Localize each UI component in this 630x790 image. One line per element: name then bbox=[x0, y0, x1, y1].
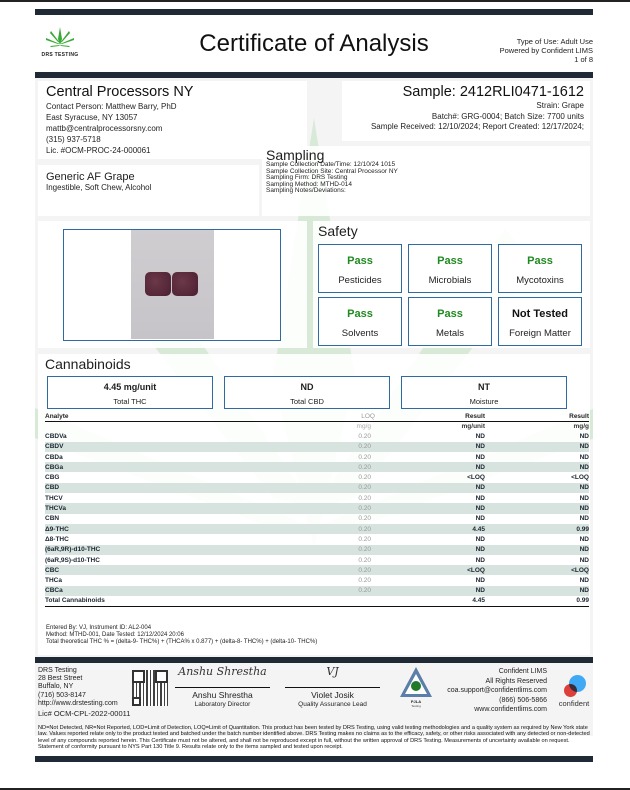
note-entered-by: Entered By: VJ, Instrument ID: AL2-004 bbox=[46, 625, 152, 631]
analyte-cell: CBD bbox=[45, 483, 335, 493]
col-loq: LOQ bbox=[335, 412, 375, 421]
result-mg-unit-cell: ND bbox=[475, 453, 485, 461]
lab-license: Lic# OCM-CPL-2022-00011 bbox=[38, 709, 131, 719]
logo-text: DRS TESTING bbox=[41, 52, 79, 58]
sample-card bbox=[342, 81, 590, 141]
analyte-cell: (6aR,9S)-d10-THC bbox=[45, 556, 100, 564]
safety-grid bbox=[318, 244, 585, 346]
table-row bbox=[45, 565, 589, 575]
result-mg-unit-cell: ND bbox=[475, 535, 485, 543]
result-mg-g-cell: <LOQ bbox=[571, 474, 589, 482]
safety-card bbox=[313, 221, 590, 348]
result-mg-g-cell: ND bbox=[579, 577, 589, 585]
result-mg-unit-cell: ND bbox=[375, 503, 485, 513]
cannabinoid-summary bbox=[47, 376, 583, 409]
coa-page bbox=[35, 9, 593, 772]
table-row bbox=[45, 575, 589, 585]
safety-label: Pesticides bbox=[338, 275, 382, 286]
table-row bbox=[45, 545, 589, 555]
result-mg-unit-cell: ND bbox=[475, 494, 485, 502]
cannabinoid-table bbox=[45, 412, 589, 607]
product-name: Generic AF Grape bbox=[46, 171, 135, 183]
result-mg-unit-cell: ND bbox=[475, 577, 485, 585]
unit-result-mg-g: mg/g bbox=[573, 422, 589, 430]
lab-city: Buffalo, NY bbox=[38, 683, 74, 691]
confident-lims-info bbox=[433, 667, 547, 715]
table-row bbox=[45, 555, 589, 565]
type-of-use: Type of Use: Adult Use bbox=[516, 37, 593, 46]
product-card bbox=[38, 165, 259, 216]
summary-value: 4.45 mg/unit bbox=[103, 382, 157, 392]
result-mg-unit-cell: ND bbox=[375, 442, 485, 452]
table-row bbox=[45, 514, 589, 524]
safety-label: Metals bbox=[436, 328, 464, 339]
confident-logo-icon bbox=[562, 675, 586, 697]
summary-label: Moisture bbox=[469, 397, 499, 406]
safety-status: Pass bbox=[347, 308, 373, 320]
client-phone: (315) 937-5718 bbox=[46, 135, 101, 144]
confident-name: Confident LIMS bbox=[498, 668, 547, 675]
safety-status: Pass bbox=[347, 255, 373, 267]
table-row bbox=[45, 493, 589, 503]
client-address: East Syracuse, NY 13057 bbox=[46, 113, 138, 122]
cannabinoids-title: Cannabinoids bbox=[45, 356, 131, 372]
summary-total-cbd bbox=[224, 376, 390, 409]
summary-value: ND bbox=[300, 382, 314, 392]
confident-rights: All Rights Reserved bbox=[485, 677, 547, 685]
safety-status: Pass bbox=[437, 308, 463, 320]
result-mg-unit-cell: ND bbox=[375, 586, 485, 596]
lab-phone: (716) 503-8147 bbox=[38, 691, 86, 699]
sampling-card bbox=[262, 146, 590, 216]
safety-status: Pass bbox=[527, 255, 553, 267]
header-meta bbox=[500, 37, 593, 64]
result-mg-unit-cell: ND bbox=[375, 483, 485, 493]
analyte-cell: THCVa bbox=[45, 503, 335, 513]
loq-cell: 0.20 bbox=[335, 462, 375, 472]
result-mg-g-cell: ND bbox=[579, 515, 589, 523]
table-row bbox=[45, 534, 589, 544]
client-contact: Contact Person: Matthew Barry, PhD bbox=[46, 102, 177, 111]
result-mg-g-cell: ND bbox=[485, 545, 589, 555]
result-mg-unit-cell: <LOQ bbox=[467, 474, 485, 482]
powered-by: Powered by Confident LIMS bbox=[499, 46, 593, 55]
result-mg-g-cell: ND bbox=[485, 586, 589, 596]
safety-foreign-matter bbox=[498, 297, 582, 346]
safety-metals bbox=[408, 297, 492, 346]
result-mg-g-cell: <LOQ bbox=[485, 565, 589, 575]
loq-cell: 0.20 bbox=[358, 453, 371, 461]
table-row bbox=[45, 524, 589, 534]
safety-label: Solvents bbox=[341, 328, 379, 339]
sample-batch: Batch#: GRG-0004; Batch Size: 7700 units bbox=[431, 111, 584, 121]
confident-email[interactable]: coa.support@confidentlims.com bbox=[447, 687, 547, 694]
signer-name: Anshu Shrestha bbox=[192, 690, 253, 700]
document-title: Certificate of Analysis bbox=[199, 30, 429, 57]
result-mg-unit-cell: 4.45 bbox=[375, 524, 485, 534]
safety-mycotoxins bbox=[498, 244, 582, 293]
product-type: Ingestible, Soft Chew, Alcohol bbox=[46, 183, 152, 192]
result-mg-g-cell: ND bbox=[485, 483, 589, 493]
footer-bar-bottom bbox=[35, 756, 593, 762]
sampling-line: Sample Collection Date/Time: 12/10/24 1015 bbox=[266, 161, 396, 168]
signature-director bbox=[175, 665, 270, 708]
safety-label: Microbials bbox=[428, 275, 472, 286]
table-body bbox=[45, 421, 589, 606]
summary-label: Total THC bbox=[113, 397, 147, 406]
signer-role: Quality Assurance Lead bbox=[298, 701, 367, 708]
table-row bbox=[45, 462, 589, 472]
unit-analyte bbox=[45, 421, 335, 431]
client-license: Lic. #OCM-PROC-24-000061 bbox=[46, 146, 151, 155]
loq-cell: 0.20 bbox=[335, 483, 375, 493]
units-row bbox=[45, 421, 589, 431]
result-mg-g-cell: 0.99 bbox=[485, 524, 589, 534]
table-row bbox=[45, 483, 589, 493]
analyte-cell: CBDa bbox=[45, 453, 63, 461]
col-analyte: Analyte bbox=[45, 412, 335, 421]
client-email[interactable]: mattb@centralprocessorsny.com bbox=[46, 124, 163, 133]
pjla-accreditation-icon bbox=[398, 665, 434, 709]
col-result-mg-unit: Result bbox=[375, 412, 485, 421]
result-mg-g-cell: ND bbox=[579, 556, 589, 564]
result-mg-g-cell: ND bbox=[485, 503, 589, 513]
loq-cell: 0.20 bbox=[358, 494, 371, 502]
signer-role: Laboratory Director bbox=[194, 701, 251, 708]
result-mg-unit-cell: ND bbox=[375, 545, 485, 555]
test-notes bbox=[38, 623, 590, 655]
gummy-image bbox=[145, 272, 171, 296]
summary-label: Total CBD bbox=[290, 397, 324, 406]
svg-text:Testing: Testing bbox=[411, 704, 421, 708]
analyte-cell: Δ9-THC bbox=[45, 524, 335, 534]
product-image-frame bbox=[63, 229, 281, 341]
loq-cell: 0.20 bbox=[335, 565, 375, 575]
svg-text:PJLA: PJLA bbox=[410, 699, 422, 704]
lab-name: DRS Testing bbox=[38, 667, 77, 674]
table-row bbox=[45, 503, 589, 513]
sampling-line: Sampling Firm: DRS Testing bbox=[266, 174, 348, 181]
result-mg-unit-cell: ND bbox=[475, 556, 485, 564]
product-photo bbox=[131, 230, 214, 339]
table-row bbox=[45, 452, 589, 462]
safety-pesticides bbox=[318, 244, 402, 293]
result-mg-g-cell: ND bbox=[579, 453, 589, 461]
analyte-cell: (6aR,9R)-d10-THC bbox=[45, 545, 335, 555]
analyte-cell: CBGa bbox=[45, 462, 335, 472]
loq-cell: 0.20 bbox=[335, 442, 375, 452]
table-row bbox=[45, 586, 589, 596]
loq-cell: 0.20 bbox=[358, 577, 371, 585]
loq-cell: 0.20 bbox=[335, 524, 375, 534]
summary-total-thc bbox=[47, 376, 213, 409]
analyte-cell: CBDV bbox=[45, 442, 335, 452]
loq-cell: 0.20 bbox=[358, 535, 371, 543]
loq-cell: 0.20 bbox=[335, 545, 375, 555]
result-mg-unit-cell: ND bbox=[475, 432, 485, 440]
safety-solvents bbox=[318, 297, 402, 346]
result-mg-g-cell: ND bbox=[579, 432, 589, 440]
table-row bbox=[45, 442, 589, 452]
sampling-line: Sampling Method: MTHD-014 bbox=[266, 180, 352, 188]
lab-info bbox=[38, 667, 130, 718]
confident-phone: (866) 506-5866 bbox=[499, 696, 547, 704]
gummy-image bbox=[172, 272, 198, 296]
note-method: Method: MTHD-001, Date Tested: 12/12/2024 20:06 bbox=[46, 632, 184, 638]
signature-image: Anshu Shrestha bbox=[178, 665, 267, 678]
safety-label: Foreign Matter bbox=[509, 328, 571, 339]
client-name: Central Processors NY bbox=[46, 84, 194, 100]
unit-result-mg-unit: mg/unit bbox=[461, 422, 485, 430]
loq-cell: 0.20 bbox=[335, 586, 375, 596]
safety-title: Safety bbox=[318, 223, 358, 239]
result-mg-unit-cell: 4.45 bbox=[375, 596, 485, 606]
result-mg-g-cell: ND bbox=[579, 535, 589, 543]
signature-image: VJ bbox=[326, 665, 339, 678]
disclaimer: ND=Not Detected, NR=Not Reported, LOD=Limit of Detection, LOQ=Limit of Quantitation. This product has been tested by DRS Testing, using valid testing methodologies and a quality system as required by New York state law. Values reported relate only to the product tested and batched under the batch number identified above. DRS Testing makes no claims as to the efficacy, safety, or other risks associated with any detected or non-detected level of any compounds reported herein. This Certificate must not be altered, and shall not be reproduced except in full, without the written approval of DRS Testing. Measurements of uncertainty available on request. Statement of conformity pursuant to NYS Part 130 Title 9. Results relate only to the items sampled and tested upon receipt. bbox=[38, 725, 590, 751]
result-mg-unit-cell: ND bbox=[375, 462, 485, 472]
sample-dates: Sample Received: 12/10/2024; Report Created: 12/17/2024; bbox=[370, 122, 584, 131]
loq-cell: 0.20 bbox=[358, 432, 371, 440]
page-number: 1 of 8 bbox=[574, 55, 593, 64]
safety-status: Pass bbox=[437, 255, 463, 267]
result-mg-g-cell: 0.99 bbox=[485, 596, 589, 606]
qr-code-icon[interactable] bbox=[132, 670, 168, 706]
cannabinoids-card bbox=[38, 354, 590, 632]
analyte-cell: Total Cannabinoids bbox=[45, 596, 335, 606]
analyte-cell: CBN bbox=[45, 515, 60, 523]
analyte-cell: CBG bbox=[45, 474, 60, 482]
safety-microbials bbox=[408, 244, 492, 293]
result-mg-g-cell: ND bbox=[485, 442, 589, 452]
loq-cell: 0.20 bbox=[358, 474, 371, 482]
loq-cell: 0.20 bbox=[335, 503, 375, 513]
unit-loq: mg/g bbox=[356, 422, 371, 430]
analyte-cell: THCV bbox=[45, 494, 63, 502]
confident-logo bbox=[554, 675, 594, 708]
loq-cell: 0.20 bbox=[358, 515, 371, 523]
sampling-title: Sampling bbox=[266, 147, 325, 163]
table-row bbox=[45, 431, 589, 441]
page-footer bbox=[35, 663, 593, 725]
total-row bbox=[45, 596, 589, 606]
sample-id: Sample: 2412RLI0471-1612 bbox=[402, 84, 584, 100]
loq-cell: 0.20 bbox=[358, 556, 371, 564]
result-mg-unit-cell: ND bbox=[475, 515, 485, 523]
confident-logo-text: confident bbox=[558, 699, 590, 708]
safety-status: Not Tested bbox=[511, 308, 569, 320]
result-mg-unit-cell: <LOQ bbox=[375, 565, 485, 575]
result-mg-g-cell: ND bbox=[579, 494, 589, 502]
sample-strain: Strain: Grape bbox=[536, 101, 584, 110]
summary-moisture bbox=[401, 376, 567, 409]
analyte-cell: CBC bbox=[45, 565, 335, 575]
sampling-line: Sampling Notes/Deviations: bbox=[266, 187, 346, 194]
table-header-row bbox=[45, 412, 589, 421]
safety-label: Mycotoxins bbox=[516, 275, 564, 286]
col-result-mg-g: Result bbox=[485, 412, 589, 421]
analyte-cell: Δ8-THC bbox=[45, 535, 69, 543]
note-formula: Total theoretical THC % = (delta-9- THC%) + (THCA% x 0.877) + (delta-8- THC%) + (delta-10- THC%) bbox=[46, 639, 318, 645]
lab-street: 28 Best Street bbox=[38, 675, 83, 683]
summary-value: NT bbox=[478, 382, 490, 392]
analyte-cell: THCa bbox=[45, 577, 62, 585]
product-image-card bbox=[38, 221, 307, 348]
signature-line bbox=[175, 687, 270, 688]
signature-qa bbox=[285, 665, 380, 708]
lab-website[interactable]: http://www.drstesting.com bbox=[38, 699, 118, 707]
viewer-top-border bbox=[0, 0, 630, 2]
table-row bbox=[45, 472, 589, 482]
signer-name: Violet Josik bbox=[311, 690, 354, 700]
confident-website[interactable]: www.confidentlims.com bbox=[474, 706, 547, 713]
result-mg-g-cell: ND bbox=[485, 462, 589, 472]
signature-line bbox=[285, 687, 380, 688]
analyte-cell: CBCa bbox=[45, 586, 335, 596]
loq-cell bbox=[335, 596, 375, 606]
analyte-cell: CBDVa bbox=[45, 432, 67, 440]
sampling-line: Sample Collection Site: Central Processor NY bbox=[266, 167, 398, 175]
page-header bbox=[35, 15, 593, 72]
